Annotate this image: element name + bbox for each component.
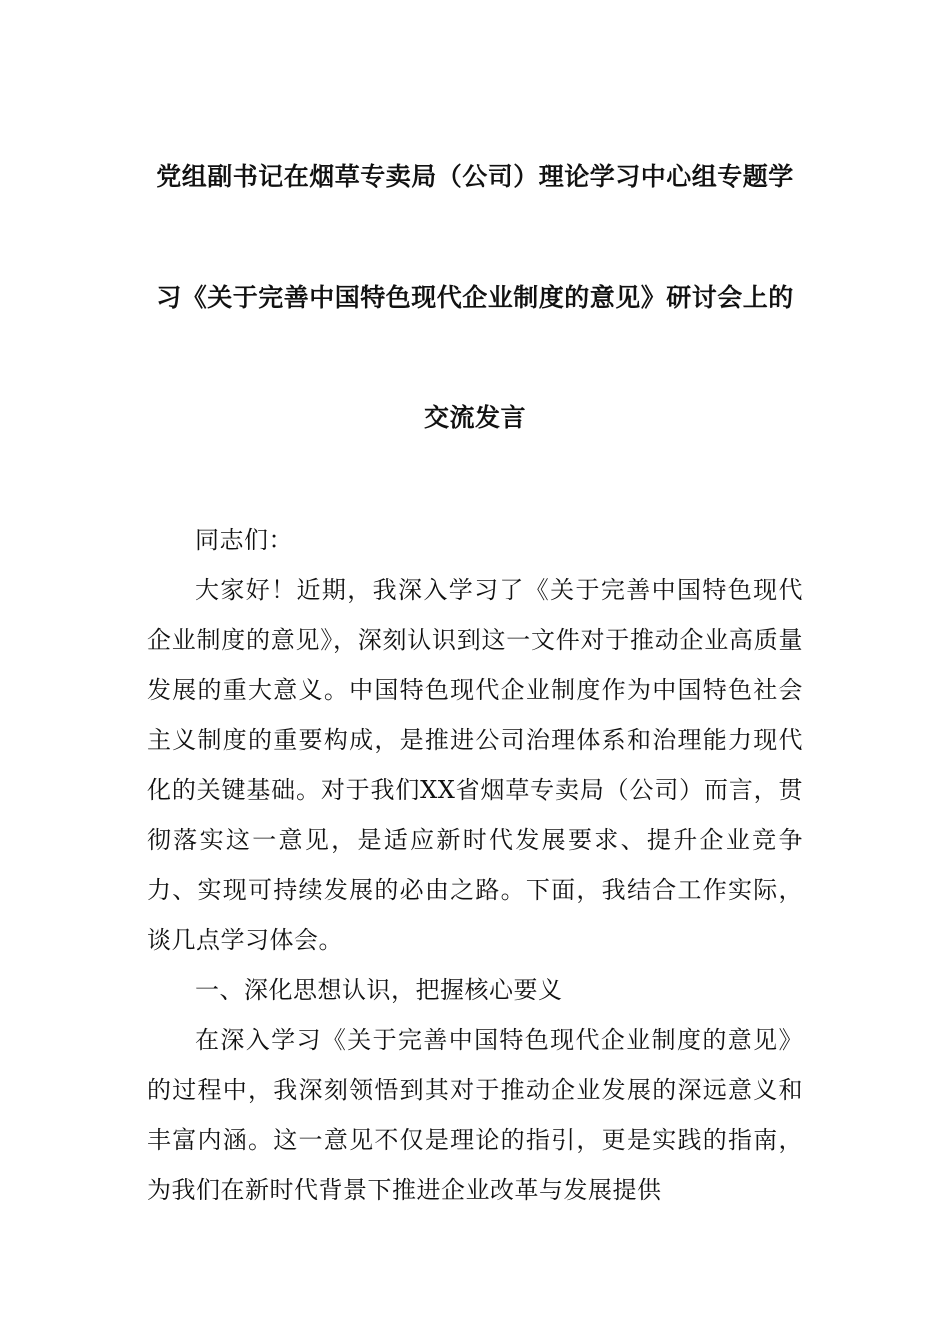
document-title-line-1: 党组副书记在烟草专卖局（公司）理论学习中心组专题学 [156, 162, 794, 191]
section-1-paragraph: 在深入学习《关于完善中国特色现代企业制度的意见》的过程中，我深刻领悟到其对于推动企业发展的深远意义和丰富内涵。这一意见不仅是理论的指引，更是实践的指南，为我们在新时代背景下推进企业改革与发展提供 [147, 1026, 803, 1204]
document-title-line-2: 习《关于完善中国特色现代企业制度的意见》研讨会上的 [156, 283, 794, 312]
document-title-line-3: 交流发言 [423, 403, 526, 432]
intro-paragraph: 大家好！近期，我深入学习了《关于完善中国特色现代企业制度的意见》，深刻认识到这一文件对于推动企业高质量发展的重大意义。中国特色现代企业制度作为中国特色社会主义制度的重要构成，是推进公司治理体系和治理能力现代化的关键基础。对于我们XX省烟草专卖局（公司）而言，贯彻落实这一意见，是适应新时代发展要求、提升企业竞争力、实现可持续发展的必由之路。下面，我结合工作实际，谈几点学习体会。 [147, 576, 803, 954]
section-heading-1: 一、深化思想认识，把握核心要义 [195, 976, 563, 1004]
document-body [147, 515, 803, 1215]
salutation-paragraph: 同志们： [195, 526, 293, 554]
